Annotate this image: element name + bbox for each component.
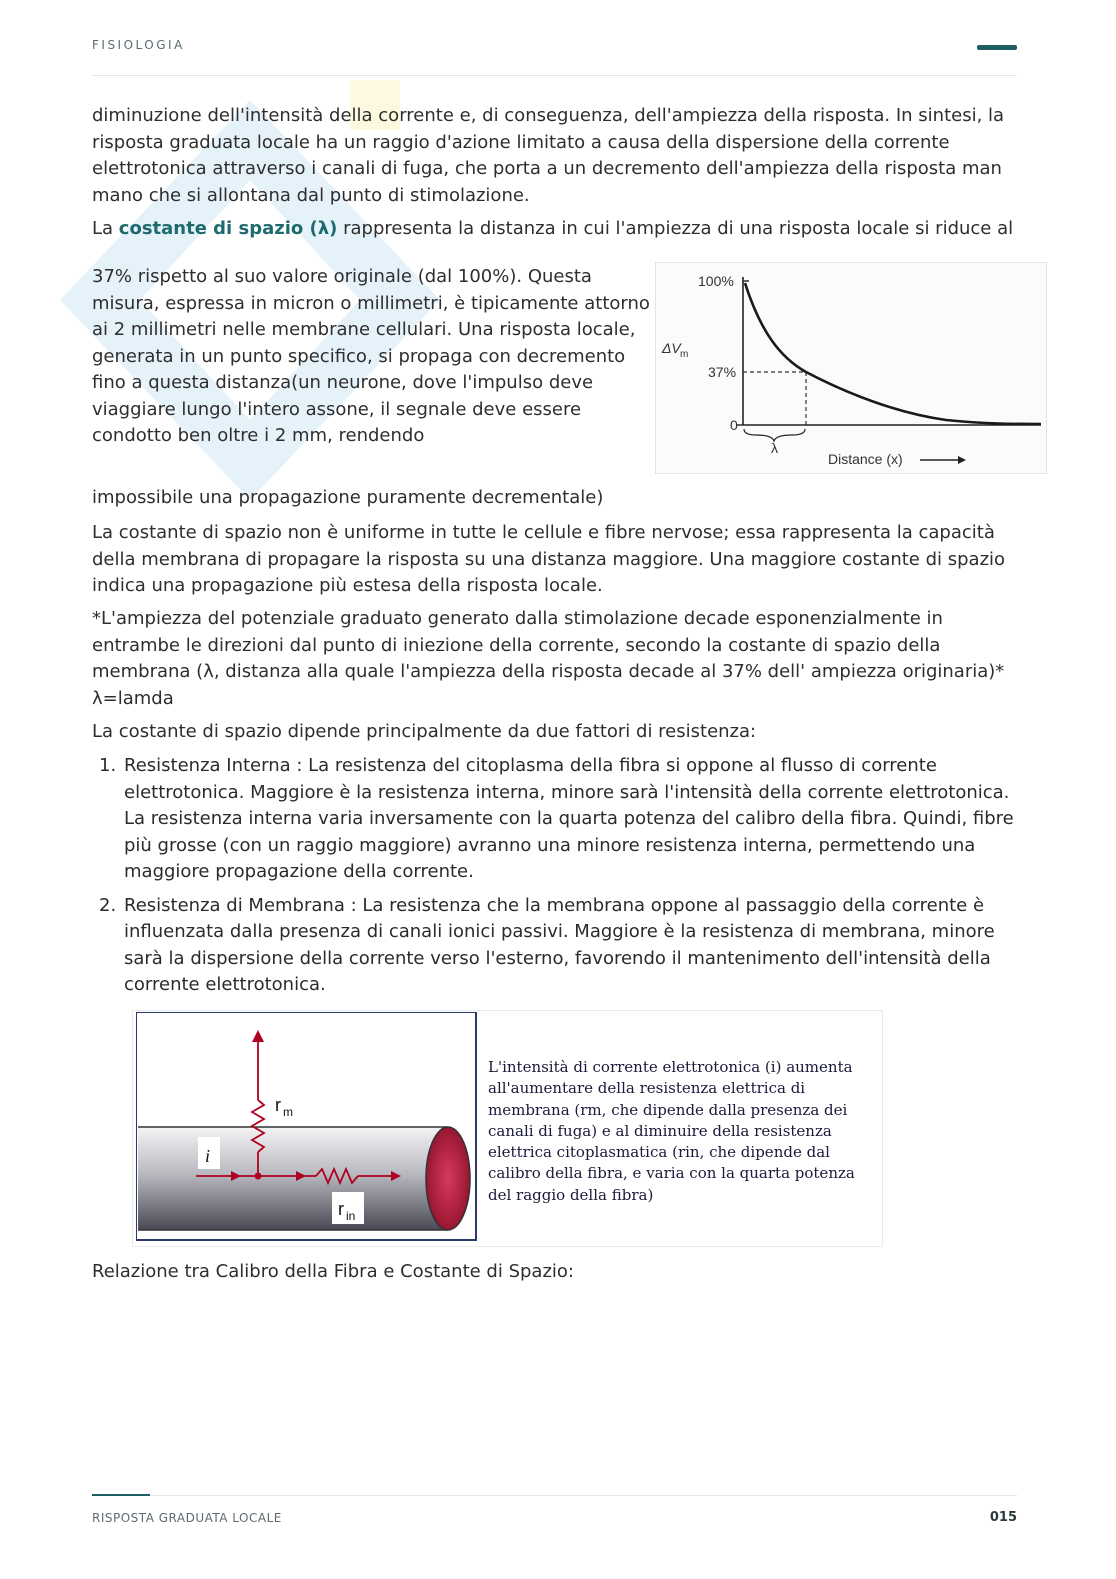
space-constant-term: costante di spazio (λ) [118, 218, 338, 239]
paragraph-lambda-note: λ=lamda [92, 688, 174, 709]
resistance-factor-list [92, 753, 1017, 1006]
list-item [92, 753, 1017, 886]
y-tick-0: 0 [730, 417, 738, 433]
rin-label: r [338, 1199, 344, 1219]
paragraph-impossible: impossibile una propagazione puramente decrementale) [92, 487, 604, 508]
list-item-text: Resistenza Interna : La resistenza del citoplasma della fibra si oppone al flusso di corrente elettrotonica. Maggiore è la resistenza interna, minore sarà l'intensità della corrente elettrotonica. La resistenza interna varia inversamente con la quarta potenza del calibro della fibra. Quindi, fibre più grosse (con un raggio maggiore) avranno una minore resistenza interna, permettendo una maggiore propagazione della corrente. [124, 755, 1014, 882]
list-item-text: Resistenza di Membrana : La resistenza che la membrana oppone al passaggio della corrente è influenzata dalla presenza di canali ionici passivi. Maggiore è la resistenza di membrana, minore sarà la dispersione della corrente verso l'esterno, favorendo il mantenimento dell'intensità della corrente elettrotonica. [124, 894, 995, 995]
paragraph-exponential-decay: *L'ampiezza del potenziale graduato generato dalla stimolazione decade esponenzialmente in entrambe le direzioni dal punto di iniezione della corrente, secondo la costante di spazio della membrana (λ, distanza alla quale l'ampiezza della risposta decade al 37% dell' ampiezza originaria)* [92, 608, 1005, 682]
paragraph-non-uniform: La costante di spazio non è uniforme in tutte le cellule e fibre nervose; essa rappresenta la capacità della membrana di propagare la risposta su una distanza maggiore. Una maggiore costante di spazio indica una propagazione più estesa della risposta locale. [92, 522, 1006, 596]
footer-divider [92, 1495, 1017, 1496]
paragraph-intro: diminuzione dell'intensità della corrente e, di conseguenza, dell'ampiezza della risposta. In sintesi, la risposta graduata locale ha un raggio d'azione limitato a causa della dispersione della corrente elettrotonica attraverso i canali di fuga, che porta a un decremento dell'ampiezza della risposta man mano che si allontana dal punto di stimolazione. [92, 105, 1005, 206]
junction-dot [255, 1173, 262, 1180]
header-accent-bar [977, 45, 1017, 50]
list-item-number: 1. [99, 755, 117, 776]
footer-section-label: RISPOSTA GRADUATA LOCALE [92, 1511, 282, 1525]
list-item-number: 2. [99, 894, 117, 916]
list-item [92, 893, 1017, 999]
x-axis-label: Distance (x) [828, 451, 903, 467]
y-tick-37: 37% [708, 364, 737, 380]
rm-label-sub: m [283, 1105, 293, 1119]
figure-caption: L'intensità di corrente elettrotonica (i) aumenta all'aumentare della resistenza elettrica di membrana (rm, che dipende dalla presenza dei canali di fuga) e al diminuire della resistenza elettrica citoplasmatica (rin, che dipende dal calibro della fibra, e varia con la quarta potenza del raggio della fibra) [488, 1058, 855, 1204]
y-axis-label: ΔV [662, 340, 681, 356]
paragraph-37-percent: 37% rispetto al suo valore originale (dal 100%). Questa misura, espressa in micron o millimetri, è tipicamente attorno ai 2 millimetri nelle membrane cellulari. Una risposta locale, generata in un punto specifico, si propaga con decremento fino a questa distanza(un neurone, dove l'impulso deve viaggiare lungo l'intero assone, il segnale deve essere condotto ben oltre i 2 mm, rendendo [92, 266, 650, 446]
fiber-cut-end [426, 1127, 470, 1230]
lambda-label: λ [771, 440, 778, 456]
paragraph-space-constant [92, 216, 1017, 243]
decay-graph-figure [655, 262, 1047, 474]
paragraph-resistance-factors: La costante di spazio dipende principalmente da due fattori di resistenza: [92, 721, 757, 742]
current-label: i [205, 1146, 211, 1166]
fiber-resistance-figure [132, 1010, 883, 1247]
fiber-diagram [136, 1012, 481, 1244]
header-section-label: FISIOLOGIA [92, 38, 185, 52]
y-tick-100: 100% [698, 273, 734, 289]
footer-accent-bar [92, 1494, 150, 1496]
header-divider [92, 75, 1017, 76]
x-axis-arrow-head [958, 456, 966, 464]
y-axis-label-sub: m [680, 349, 689, 360]
paragraph-fiber-caliber: Relazione tra Calibro della Fibra e Costante di Spazio: [92, 1261, 574, 1282]
rin-label-sub: in [346, 1209, 356, 1223]
page-number: 015 [989, 1510, 1017, 1525]
rm-label: r [275, 1095, 281, 1115]
fiber-cylinder-body [138, 1127, 448, 1230]
paragraph-space-constant-start: La [92, 218, 119, 239]
paragraph-space-constant-end: rappresenta la distanza in cui l'ampiezza di una risposta locale si riduce al [337, 218, 1014, 239]
decay-graph [656, 263, 1046, 473]
decay-curve [745, 283, 1041, 424]
